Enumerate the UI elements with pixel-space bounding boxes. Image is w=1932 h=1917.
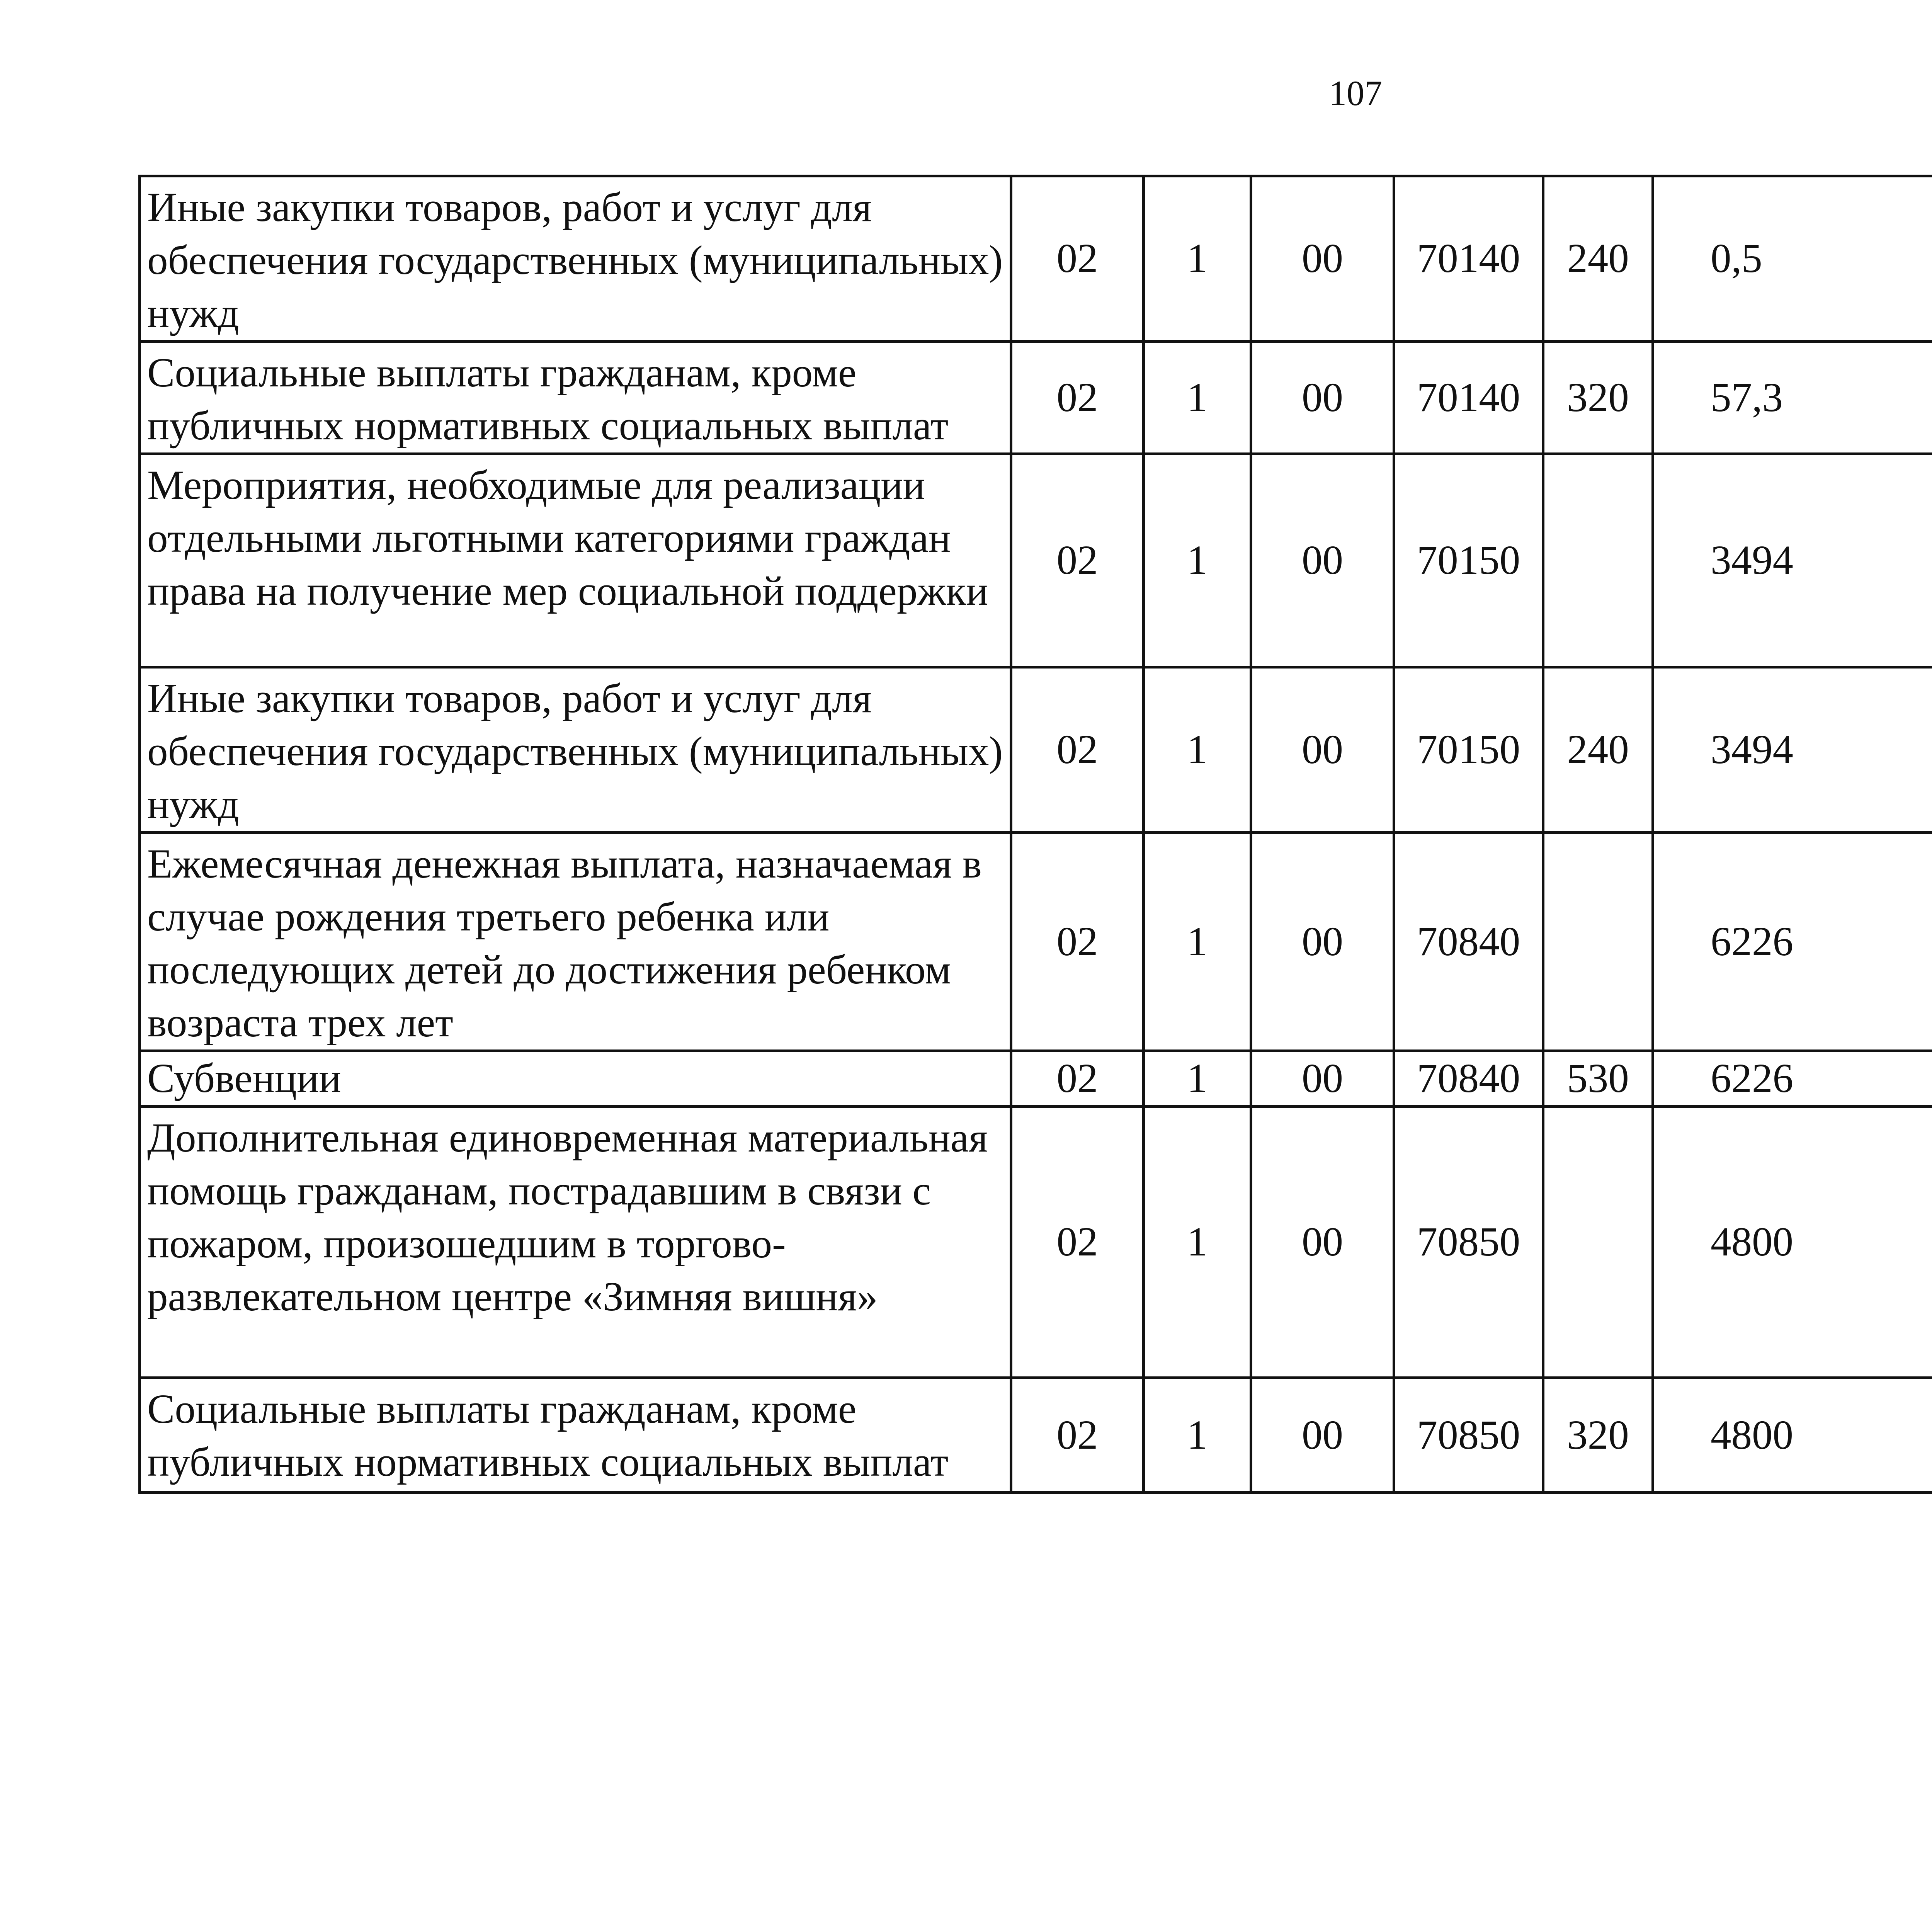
subprogram-code: 00 [1251, 1107, 1394, 1378]
program-code: 1 [1144, 833, 1251, 1051]
program-code: 1 [1144, 342, 1251, 454]
target-code: 70840 [1394, 1051, 1543, 1107]
section-code: 02 [1011, 454, 1144, 667]
target-code: 70140 [1394, 176, 1543, 342]
amount-year-1: 0,5 [1653, 176, 1932, 342]
amount-year-1: 4800 [1653, 1378, 1932, 1493]
row-name: Субвенции [140, 1051, 1011, 1107]
table-row [140, 176, 1932, 342]
budget-table [138, 175, 1932, 1494]
row-name: Иные закупки товаров, работ и услуг для обеспечения государственных (муниципальных) нужд [140, 667, 1011, 833]
page-number: 107 [1329, 73, 1382, 113]
program-code: 1 [1144, 667, 1251, 833]
target-code: 70850 [1394, 1378, 1543, 1493]
expense-type-code [1543, 833, 1653, 1051]
program-code: 1 [1144, 1107, 1251, 1378]
table-row [140, 1051, 1932, 1107]
table-row [140, 1107, 1932, 1378]
program-code: 1 [1144, 1378, 1251, 1493]
amount-year-1: 6226 [1653, 1051, 1932, 1107]
row-name: Социальные выплаты гражданам, кроме публичных нормативных социальных выплат [140, 1378, 1011, 1493]
expense-type-code: 320 [1543, 1378, 1653, 1493]
subprogram-code: 00 [1251, 667, 1394, 833]
amount-year-1: 3494 [1653, 667, 1932, 833]
subprogram-code: 00 [1251, 1378, 1394, 1493]
row-name: Мероприятия, необходимые для реализации отдельными льготными категориями граждан права на получение мер социальной поддержки [140, 454, 1011, 667]
table-row [140, 454, 1932, 667]
target-code: 70850 [1394, 1107, 1543, 1378]
program-code: 1 [1144, 454, 1251, 667]
expense-type-code [1543, 454, 1653, 667]
expense-type-code: 240 [1543, 176, 1653, 342]
target-code: 70150 [1394, 454, 1543, 667]
section-code: 02 [1011, 667, 1144, 833]
subprogram-code: 00 [1251, 342, 1394, 454]
expense-type-code: 240 [1543, 667, 1653, 833]
subprogram-code: 00 [1251, 833, 1394, 1051]
section-code: 02 [1011, 176, 1144, 342]
row-name: Дополнительная единовременная материальная помощь гражданам, пострадавшим в связи с пожаром, произошедшим в торгово-развлекательном центре «Зимняя вишня» [140, 1107, 1011, 1378]
subprogram-code: 00 [1251, 1051, 1394, 1107]
section-code: 02 [1011, 342, 1144, 454]
expense-type-code [1543, 1107, 1653, 1378]
target-code: 70140 [1394, 342, 1543, 454]
row-name: Ежемесячная денежная выплата, назначаемая в случае рождения третьего ребенка или последующих детей до достижения ребенком возраста трех лет [140, 833, 1011, 1051]
subprogram-code: 00 [1251, 454, 1394, 667]
amount-year-1: 3494 [1653, 454, 1932, 667]
table-row [140, 667, 1932, 833]
program-code: 1 [1144, 176, 1251, 342]
section-code: 02 [1011, 1378, 1144, 1493]
table-row [140, 1378, 1932, 1493]
subprogram-code: 00 [1251, 176, 1394, 342]
target-code: 70150 [1394, 667, 1543, 833]
section-code: 02 [1011, 1107, 1144, 1378]
table-row [140, 342, 1932, 454]
expense-type-code: 530 [1543, 1051, 1653, 1107]
section-code: 02 [1011, 1051, 1144, 1107]
row-name: Социальные выплаты гражданам, кроме публичных нормативных социальных выплат [140, 342, 1011, 454]
amount-year-1: 6226 [1653, 833, 1932, 1051]
table-row [140, 833, 1932, 1051]
amount-year-1: 57,3 [1653, 342, 1932, 454]
row-name: Иные закупки товаров, работ и услуг для обеспечения государственных (муниципальных) нужд [140, 176, 1011, 342]
program-code: 1 [1144, 1051, 1251, 1107]
expense-type-code: 320 [1543, 342, 1653, 454]
amount-year-1: 4800 [1653, 1107, 1932, 1378]
target-code: 70840 [1394, 833, 1543, 1051]
section-code: 02 [1011, 833, 1144, 1051]
